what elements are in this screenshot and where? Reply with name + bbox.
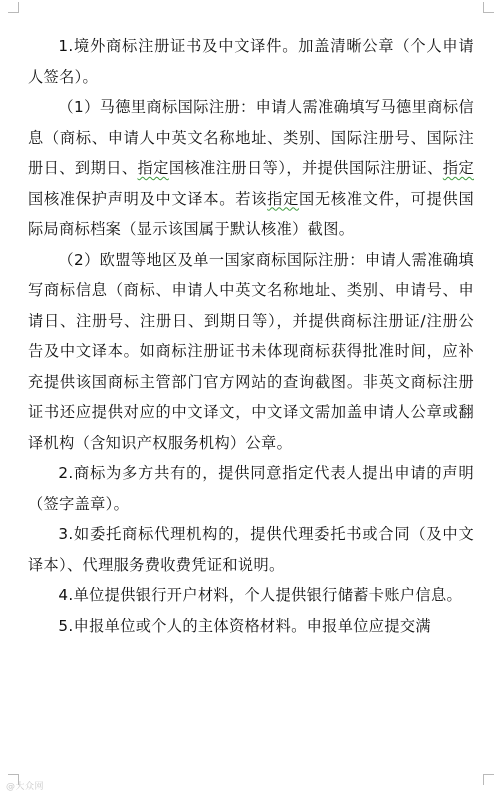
grammar-flagged-text: 指定 — [267, 189, 300, 208]
paragraph-p3 — [28, 245, 474, 459]
grammar-flagged-text: 指定 — [137, 159, 169, 177]
paragraph-p1 — [28, 31, 474, 92]
paragraph-text: 4.单位提供银行开户材料，个人提供银行储蓄卡账户信息。 — [58, 586, 463, 604]
paragraph-text: （1）马德里商标国际注册：申请人需准确填写马德里商标信息（商标、申请人中英文名称地址、类别、国际注册号、国际注册日、到期日、 — [28, 98, 474, 177]
paragraph-text: 国核准保护声明及中文译本。若该 — [28, 189, 268, 208]
paragraph-p2 — [28, 92, 474, 245]
paragraph-p4 — [28, 458, 474, 519]
paragraph-text: （2）欧盟等地区及单一国家商标国际注册：申请人需准确填写商标信息（商标、申请人中英文名称地址、类别、申请号、申请日、注册号、注册日、到期日等），并提供商标注册证/注册公告及中文译本。如商标注册证书未体现商标获得批准时间，应补充提供该国商标主管部门官方网站的查询截图。非英文商标注册证书还应提供对应的中文译文，中文译文需加盖申请人公章或翻译机构（含知识产权服务机构）公章。 — [28, 250, 474, 452]
paragraph-text: 2.商标为多方共有的，提供同意指定代表人提出申请的声明（签字盖章）。 — [28, 464, 474, 513]
crop-mark-top-right — [483, 2, 494, 13]
document-body[interactable] — [28, 31, 474, 641]
paragraph-text: 1.境外商标注册证书及中文译件。加盖清晰公章（个人申请人签名）。 — [28, 37, 474, 86]
watermark: @大众网 — [6, 782, 45, 792]
crop-mark-bottom-right — [483, 774, 494, 785]
crop-mark-top-left — [8, 2, 19, 13]
grammar-flagged-text: 指定 — [442, 159, 475, 177]
paragraph-text: 国无核准文件，可提供国际局商标档案（显示该国属于默认核准）截图。 — [28, 189, 474, 238]
paragraph-text: 3.如委托商标代理机构的，提供代理委托书或合同（及中文译本）、代理服务费收费凭证和说明。 — [28, 525, 474, 574]
paragraph-text: 国核准注册日等），并提供国际注册证、 — [168, 159, 443, 177]
paragraph-p5 — [28, 519, 474, 580]
paragraph-p7 — [28, 611, 474, 642]
paragraph-p6 — [28, 580, 474, 611]
paragraph-text: 5.申报单位或个人的主体资格材料。申报单位应提交满 — [58, 616, 431, 635]
